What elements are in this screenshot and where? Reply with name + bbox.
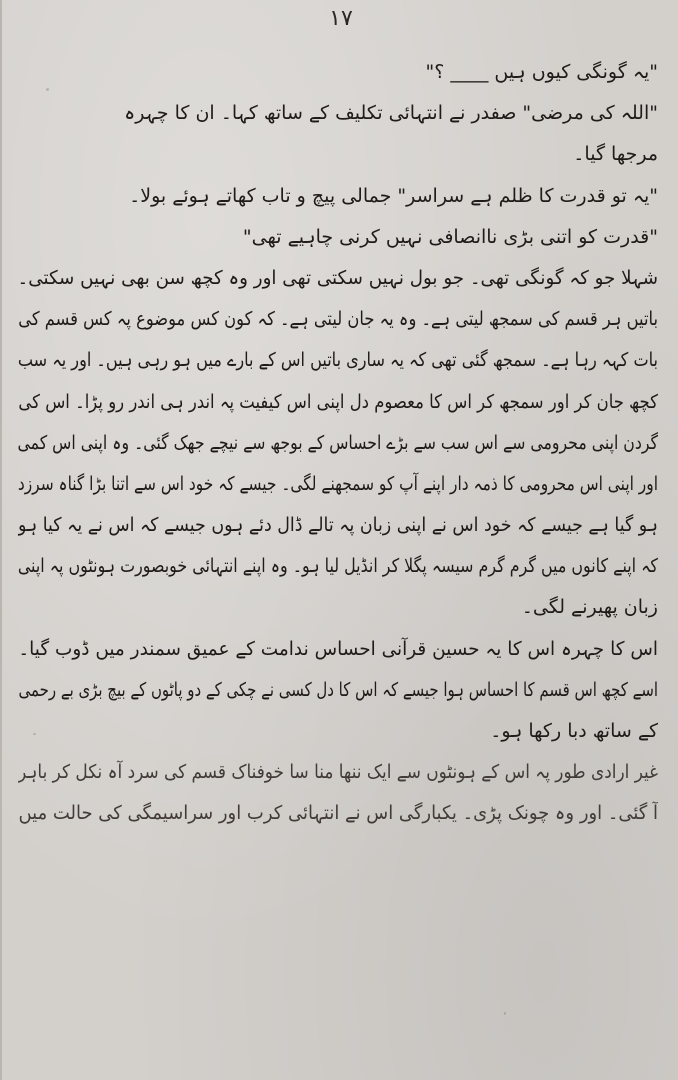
text-line: "یہ گونگی کیوں ہیں ____ ؟": [425, 61, 658, 83]
urdu-text-block: [18, 52, 658, 835]
text-line: "قدرت کو اتنی بڑی ناانصافی نہیں کرنی چاہیے تھی": [242, 225, 658, 248]
paper-speck: [33, 733, 36, 735]
text-line: اسے کچھ اس قسم کا احساس ہوا جیسے کہ اس کا دل کسی نے چکی کے دو پاٹوں کے بیچ بڑی بے رحمی: [18, 678, 658, 701]
text-line: مرجھا گیا۔: [573, 143, 658, 166]
text-line: زبان پھیرنے لگی۔: [521, 596, 658, 619]
paper-speck: [504, 1012, 506, 1015]
text-line: بات کہہ رہا ہے۔ سمجھ گئی تھی کہ یہ ساری باتیں اس کے بارے میں ہو رہی ہیں۔ اور یہ سب: [17, 349, 658, 372]
text-line: ہو گیا ہے جیسے کہ خود اس نے اپنی زبان پہ تالے ڈال دئے ہوں جیسے کہ اس نے یہ کیا ہو: [17, 514, 658, 537]
paper-speck: [620, 402, 622, 404]
text-line: شہلا جو کہ گونگی تھی۔ جو بول نہیں سکتی تھی اور وہ کچھ سن بھی نہیں سکتی۔: [17, 266, 658, 289]
page-number: ۱۷: [329, 6, 353, 31]
text-line: کہ اپنے کانوں میں گرم گرم سیسہ پگلا کر انڈیل لیا ہو۔ وہ اپنے انتہائی خوبصورت ہونٹوں پہ اپنی: [17, 555, 658, 578]
text-line: باتیں ہر قسم کی سمجھ لیتی ہے۔ وہ یہ جان لیتی ہے۔ کہ کون کس موضوع پہ کس قسم کی: [18, 308, 658, 331]
text-line: آ گئی۔ اور وہ چونک پڑی۔ یکبارگی اس نے انتہائی کرب اور سراسیمگی کی حالت میں: [18, 802, 658, 825]
text-line: غیر ارادی طور پہ اس کے ہونٹوں سے ایک ننھا منا سا خوفناک قسم کی سرد آہ نکل کر باہر: [18, 761, 658, 784]
text-line: کچھ جان کر اور سمجھ کر اس کا معصوم دل اپنی اس کیفیت پہ اندر ہی اندر رو پڑا۔ اس کی: [18, 390, 658, 413]
text-line: اس کا چہرہ اس کا یہ حسین قرآنی احساس ندامت کے عمیق سمندر میں ڈوب گیا۔: [18, 637, 658, 660]
text-line: "اللہ کی مرضی" صفدر نے انتہائی تکلیف کے ساتھ کہا۔ ان کا چہرہ: [124, 102, 658, 125]
text-line: اور اپنی اس محرومی کا ذمہ دار اپنے آپ کو سمجھنے لگی۔ جیسے کہ خود اس سے اتنا بڑا گناہ سرزد: [18, 472, 658, 495]
paper-speck: [46, 88, 49, 91]
text-line: گردن اپنی محرومی سے اس سب سے بڑے احساس کے بوجھ سے نیچے جھک گئی۔ وہ اپنی اس کمی: [17, 431, 658, 454]
text-line: کے ساتھ دبا رکھا ہو۔: [490, 720, 658, 742]
text-line: "یہ تو قدرت کا ظلم ہے سراسر" جمالی پیچ و تاب کھاتے ہوئے بولا۔: [129, 184, 658, 207]
